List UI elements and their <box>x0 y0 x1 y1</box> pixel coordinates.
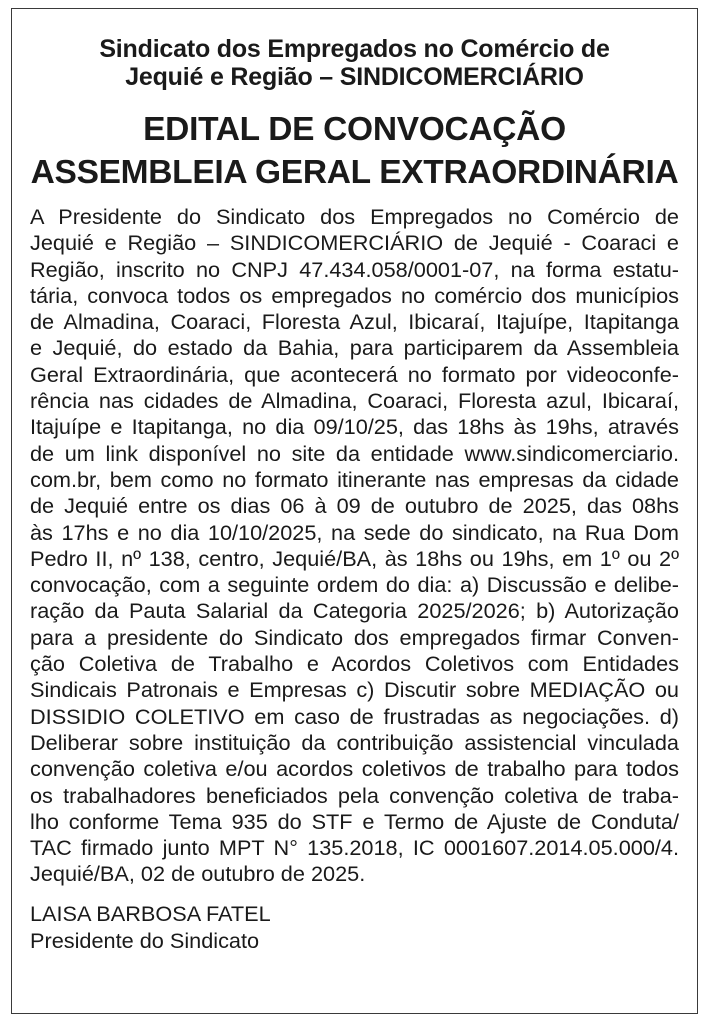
body-line: de Jequié entre os dias 06 à 09 de outubro de 2025, das 08hs <box>30 493 679 519</box>
body-line: e Jequié, do estado da Bahia, para participarem da Assembleia <box>30 335 679 361</box>
body-line: tária, convoca todos os empregados no comércio dos municípios <box>30 282 679 308</box>
body-line: às 17hs e no dia 10/10/2025, na sede do sindicato, na Rua Dom <box>30 519 679 545</box>
notice-body <box>12 204 697 888</box>
notice-title-line-1: EDITAL DE CONVOCAÇÃO <box>143 111 566 148</box>
body-line: Sindicais Patronais e Empresas c) Discutir sobre MEDIAÇÃO ou <box>30 677 679 703</box>
notice-title-line-2: ASSEMBLEIA GERAL EXTRAORDINÁRIA <box>30 154 679 191</box>
body-line: de Almadina, Coaraci, Floresta Azul, Ibicaraí, Itajuípe, Itapitanga <box>30 309 679 335</box>
body-line-date: Jequié/BA, 02 de outubro de 2025. <box>30 861 366 887</box>
signature-block <box>12 900 697 954</box>
body-line: Pedro II, nº 138, centro, Jequié/BA, às 18hs ou 19hs, em 1º ou 2º <box>30 545 679 571</box>
body-line: DISSIDIO COLETIVO em caso de frustradas as negociações. d) <box>30 703 679 729</box>
signatory-role: Presidente do Sindicato <box>30 927 260 953</box>
body-line: ração da Pauta Salarial da Categoria 2025/2026; b) Autorização <box>30 598 679 624</box>
body-line: ção Coletiva de Trabalho e Acordos Coletivos com Entidades <box>30 651 679 677</box>
notice-title <box>12 108 697 194</box>
body-line: rência nas cidades de Almadina, Coaraci, Floresta azul, Ibicaraí, <box>30 388 679 414</box>
signatory-name: LAISA BARBOSA FATEL <box>30 900 271 926</box>
body-line: Região, inscrito no CNPJ 47.434.058/0001-07, na forma estatu- <box>30 256 679 282</box>
body-line: Deliberar sobre instituição da contribuição assistencial vinculada <box>30 729 679 755</box>
organization-header <box>12 35 697 91</box>
body-line: convocação, com a seguinte ordem do dia: a) Discussão e delibe- <box>30 572 679 598</box>
convocation-notice <box>11 8 698 1014</box>
body-line: lho conforme Tema 935 do STF e Termo de Ajuste de Conduta/ <box>30 808 679 834</box>
body-line: convenção coletiva e/ou acordos coletivos de trabalho para todos <box>30 756 679 782</box>
body-line: com.br, bem como no formato itinerante nas empresas da cidade <box>30 466 679 492</box>
body-line: A Presidente do Sindicato dos Empregados no Comércio de <box>30 204 679 229</box>
body-line: Jequié e Região – SINDICOMERCIÁRIO de Jequié - Coaraci e <box>30 230 679 256</box>
body-line: para a presidente do Sindicato dos empregados firmar Conven- <box>30 624 679 650</box>
body-line: Itajuípe e Itapitanga, no dia 09/10/25, das 18hs às 19hs, através <box>30 414 679 440</box>
body-line: Geral Extraordinária, que acontecerá no formato por videoconfe- <box>30 361 679 387</box>
body-line: de um link disponível no site da entidade www.sindicomerciario. <box>30 440 679 466</box>
organization-name-line-1: Sindicato dos Empregados no Comércio de <box>99 35 610 63</box>
body-line: os trabalhadores beneficiados pela convenção coletiva de traba- <box>30 782 679 808</box>
body-line: TAC firmado junto MPT N° 135.2018, IC 0001607.2014.05.000/4. <box>30 835 679 861</box>
organization-name-line-2: Jequié e Região – SINDICOMERCIÁRIO <box>125 63 584 91</box>
